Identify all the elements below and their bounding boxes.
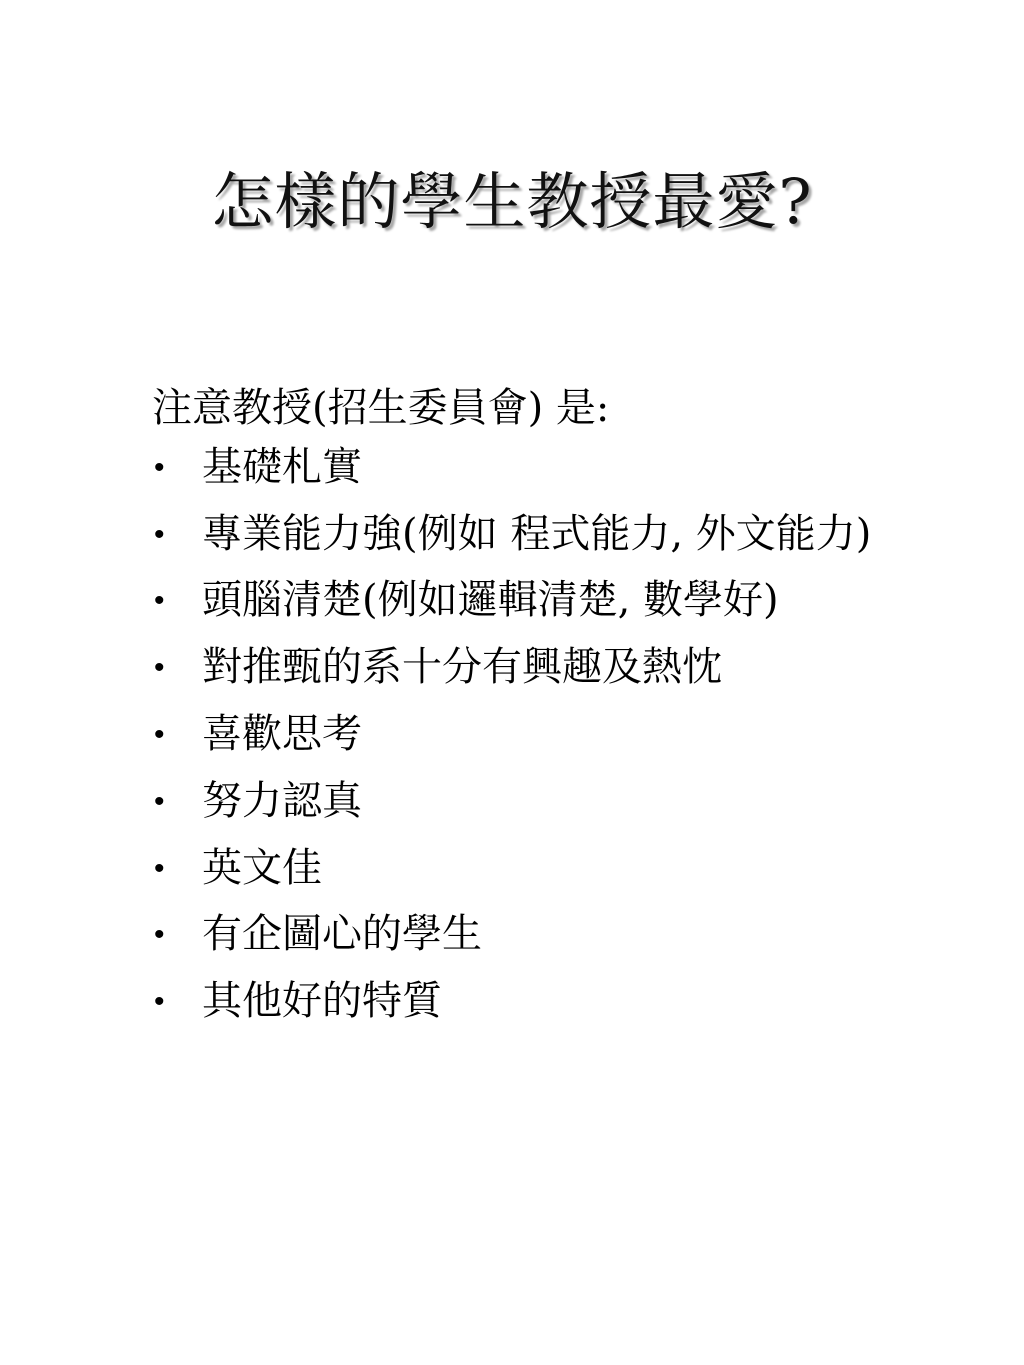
bullet-icon: • (154, 651, 165, 685)
list-item-text: 英文佳 (202, 844, 322, 891)
list-item (152, 574, 892, 627)
list-item (152, 775, 892, 828)
bullet-icon: • (154, 985, 165, 1019)
list-item (152, 908, 892, 961)
list-item-text: 喜歡思考 (202, 710, 362, 757)
bullet-icon: • (154, 450, 165, 484)
list-item (152, 708, 892, 761)
intro-text: 注意教授(招生委員會) 是: (152, 385, 610, 431)
list-item-text: 對推甄的系十分有興趣及熱忱 (202, 644, 722, 691)
slide-title: 怎樣的學生教授最愛? (211, 165, 813, 238)
list-item (152, 842, 892, 895)
bullet-icon: • (154, 918, 165, 952)
list-item-text: 專業能力強(例如 程式能力, 外文能力) (202, 510, 872, 557)
bullet-list (152, 441, 892, 1028)
bullet-icon: • (154, 517, 165, 551)
list-item-text: 努力認真 (202, 777, 362, 824)
list-item-text: 其他好的特質 (202, 978, 442, 1025)
list-item (152, 441, 892, 494)
list-item (152, 508, 892, 561)
bullet-icon: • (154, 717, 165, 751)
list-item (152, 975, 892, 1028)
bullet-icon: • (154, 851, 165, 885)
list-item-text: 基礎札實 (202, 443, 362, 490)
slide-body (152, 382, 892, 1042)
list-item (152, 641, 892, 694)
list-item-text: 有企圖心的學生 (202, 911, 482, 958)
bullet-icon: • (154, 584, 165, 618)
bullet-icon: • (154, 784, 165, 818)
list-item-text: 頭腦清楚(例如邏輯清楚, 數學好) (202, 577, 779, 624)
